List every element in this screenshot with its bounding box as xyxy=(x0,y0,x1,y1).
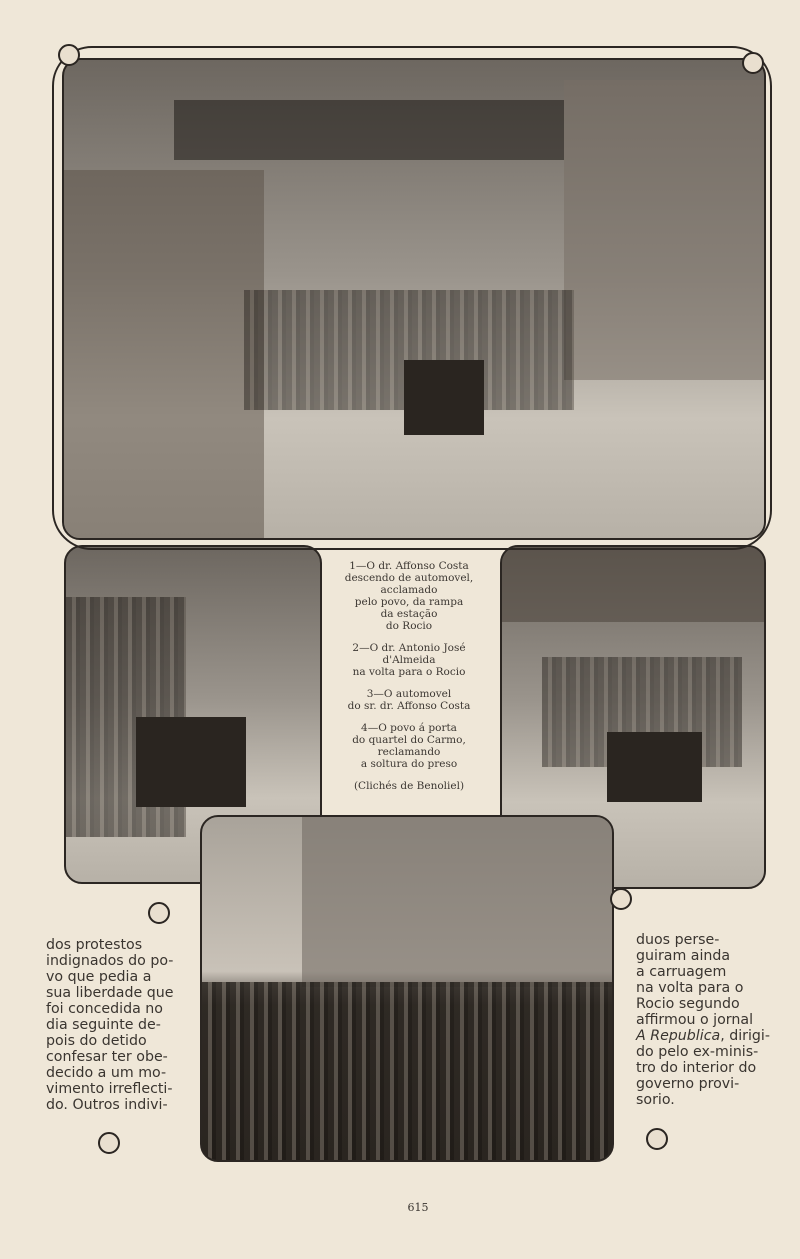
flower-ornament-icon xyxy=(98,1132,120,1154)
flower-ornament-icon xyxy=(58,44,80,66)
photo-captions xyxy=(322,560,496,802)
caption-2: 2—O dr. Antonio José d'Almeida na volta para o Rocio xyxy=(352,642,466,678)
flower-ornament-icon xyxy=(742,52,764,74)
photo-building xyxy=(502,547,764,622)
page-number: 615 xyxy=(407,1201,429,1214)
body-text-left-column: dos protestos indignados do po- vo que pedia a sua liberdade que foi concedida no dia seguinte de- pois do detido confesar ter obe- decido a um mo- vimento irreflecti- do. Outros indivi- xyxy=(46,937,174,1113)
body-text: duos perse- guiram ainda a carruagem na volta para o Rocio segundo affirmou o jornal xyxy=(636,932,754,1028)
photo-balcony xyxy=(174,100,564,160)
newspaper-title: A Republica xyxy=(636,1028,721,1044)
photo-car xyxy=(607,732,702,802)
photo-wall-left xyxy=(64,170,264,540)
photo-4-crowd-at-carmo xyxy=(200,815,614,1162)
caption-1: 1—O dr. Affonso Costa descendo de automovel, acclamado pelo povo, da rampa da estação do Rocio xyxy=(344,560,474,632)
body-text: , dirigi- do pelo ex-minis- tro do interior do governo provi- sorio. xyxy=(636,1028,770,1108)
caption-4: 4—O povo á porta do quartel do Carmo, reclamando a soltura do preso xyxy=(352,722,466,770)
flower-ornament-icon xyxy=(646,1128,668,1150)
caption-3: 3—O automovel do sr. dr. Affonso Costa xyxy=(347,688,471,712)
photo-building xyxy=(302,817,612,987)
photo-carriage xyxy=(136,717,246,807)
flower-ornament-icon xyxy=(148,902,170,924)
photo-crowd xyxy=(202,982,612,1160)
photo-car xyxy=(404,360,484,435)
photo-credit: (Clichés de Benoliel) xyxy=(353,780,465,792)
body-text-right-column xyxy=(636,932,786,1108)
photo-building-right xyxy=(564,80,764,380)
photo-1-car-descending-ramp xyxy=(62,58,766,540)
flower-ornament-icon xyxy=(610,888,632,910)
